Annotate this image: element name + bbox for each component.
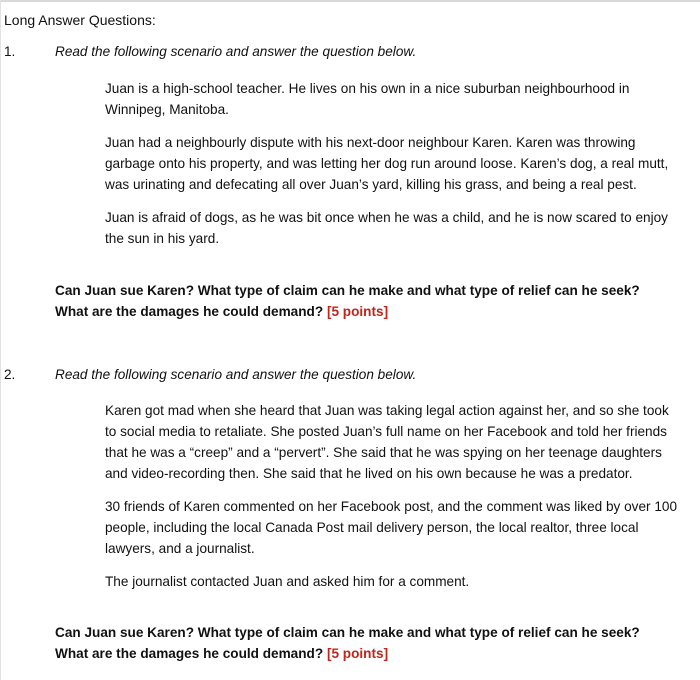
scenario-paragraph: The journalist contacted Juan and asked him for a comment. xyxy=(105,574,470,589)
scenario-text xyxy=(105,78,680,261)
question-intro: Read the following scenario and answer the question below. xyxy=(55,44,417,59)
question-intro: Read the following scenario and answer the question below. xyxy=(55,367,417,382)
scenario-paragraph: Juan had a neighbourly dispute with his next-door neighbour Karen. Karen was throwing garbage onto his property, and was letting her dog run around loose. Karen’s dog, a real mutt, was urinating and defecating all over Juan’s yard, killing his grass, and being a real pest. xyxy=(105,135,669,192)
scenario-paragraph: Juan is afraid of dogs, as he was bit once when he was a child, and he is now scared to enjoy the sun in his yard. xyxy=(105,210,668,246)
scenario-text xyxy=(105,400,680,604)
scenario-paragraph: Juan is a high-school teacher. He lives on his own in a nice suburban neighbourhood in Winnipeg, Manitoba. xyxy=(105,81,630,117)
scenario-paragraph: 30 friends of Karen commented on her Facebook post, and the comment was liked by over 100 people, including the local Canada Post mail delivery person, the local realtor, three local lawyers, and a journalist. xyxy=(105,499,678,556)
left-divider xyxy=(0,0,1,680)
question-prompt xyxy=(55,280,685,322)
points-label: [5 points] xyxy=(326,304,389,319)
question-prompt xyxy=(55,622,685,664)
question-prompt-line: What are the damages he could demand? xyxy=(55,646,324,661)
scenario-paragraph: Karen got mad when she heard that Juan was taking legal action against her, and so she took to social media to retaliate. She posted Juan’s full name on her Facebook and told her friends that he was a “creep” and a “pervert”. She said that he was spying on her teenage daughters and video-recording then. She said that he lived on his own because he was a predator. xyxy=(105,403,669,481)
question-number: 1. xyxy=(4,44,16,59)
top-divider xyxy=(0,0,700,2)
question-prompt-line: What are the damages he could demand? xyxy=(55,304,324,319)
question-prompt-line: Can Juan sue Karen? What type of claim can he make and what type of relief can he seek? xyxy=(55,625,640,640)
question-number: 2. xyxy=(4,367,16,382)
points-label: [5 points] xyxy=(326,646,389,661)
section-heading: Long Answer Questions: xyxy=(4,12,156,28)
question-prompt-line: Can Juan sue Karen? What type of claim can he make and what type of relief can he seek? xyxy=(55,283,640,298)
